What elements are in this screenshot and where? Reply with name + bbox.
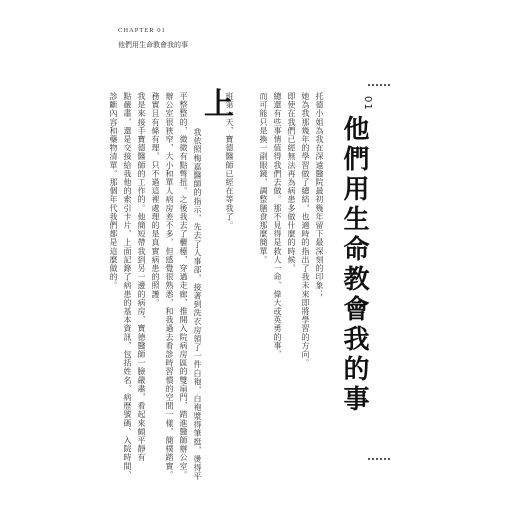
body-line: 平整整的，微微有點彆扭。之後我去了櫃檯，穿過走廊，推開入院病房區的雙扇門，踏進醫師辦公室。: [179, 92, 188, 479]
body-first-line: 班第一天，寶德醫師已經在等我了。: [225, 92, 234, 230]
running-title: 他們用生命教會我的事: [118, 41, 188, 49]
chapter-number: 01: [362, 96, 373, 111]
dotted-rule-bottom: [368, 458, 390, 460]
chapter-title: 他們用生命教會我的事: [339, 115, 369, 415]
body-line: 我是來接手寶德醫師的工作的。他簡短帶我到另一邊的病房，寶德醫師一臉嚴肅，看起來頗平靜有: [137, 92, 146, 462]
body-line: 我依照梅嘉醫師的指示，先去了人事部，接著到洗衣房領了一件白袍，白袍漿得筆挺，燙得平: [193, 128, 202, 481]
page-header: [118, 27, 188, 50]
body-line: 務實且有條有理，只不過這裡處理的是真實病患的照護。: [151, 92, 160, 307]
intro-line: 即使在我們已經無法再為病患多做什麼的時候，: [287, 92, 296, 273]
intro-line: 總還有些事情值得我們去做。那不見得是救人一命、偉大或英勇的事，: [273, 92, 282, 359]
drop-cap: 上: [204, 87, 234, 122]
body-line: 點嚴肅，還是交接給我他的索引卡片，上面記錄了病患的基本資訊，包括姓名、病歷號碼、入院時間、: [123, 92, 132, 479]
body-line: 辦公室很狹窄，大小和單人病房差不多，但感覺很熟悉，和我過去看診時習慣的空間一樣，簡樸踏實。: [165, 92, 174, 479]
chapter-label: CHAPTER 01: [118, 27, 166, 34]
intro-line: 她為我那幾年的學習做了總結，也適時的指出了我未來即將學習的方向。: [301, 92, 310, 368]
intro-line: 托德小姐為我在深遠醫院最初幾年留下最深刻的印象；: [315, 92, 324, 299]
body-line: 診斷內容和藥物清單。那個年代我們都是這麼做的。: [109, 92, 118, 290]
dotted-rule-top: [368, 84, 390, 86]
intro-line: 而可能只是換一副眼鏡，調整膳食那麼簡單。: [259, 92, 268, 264]
